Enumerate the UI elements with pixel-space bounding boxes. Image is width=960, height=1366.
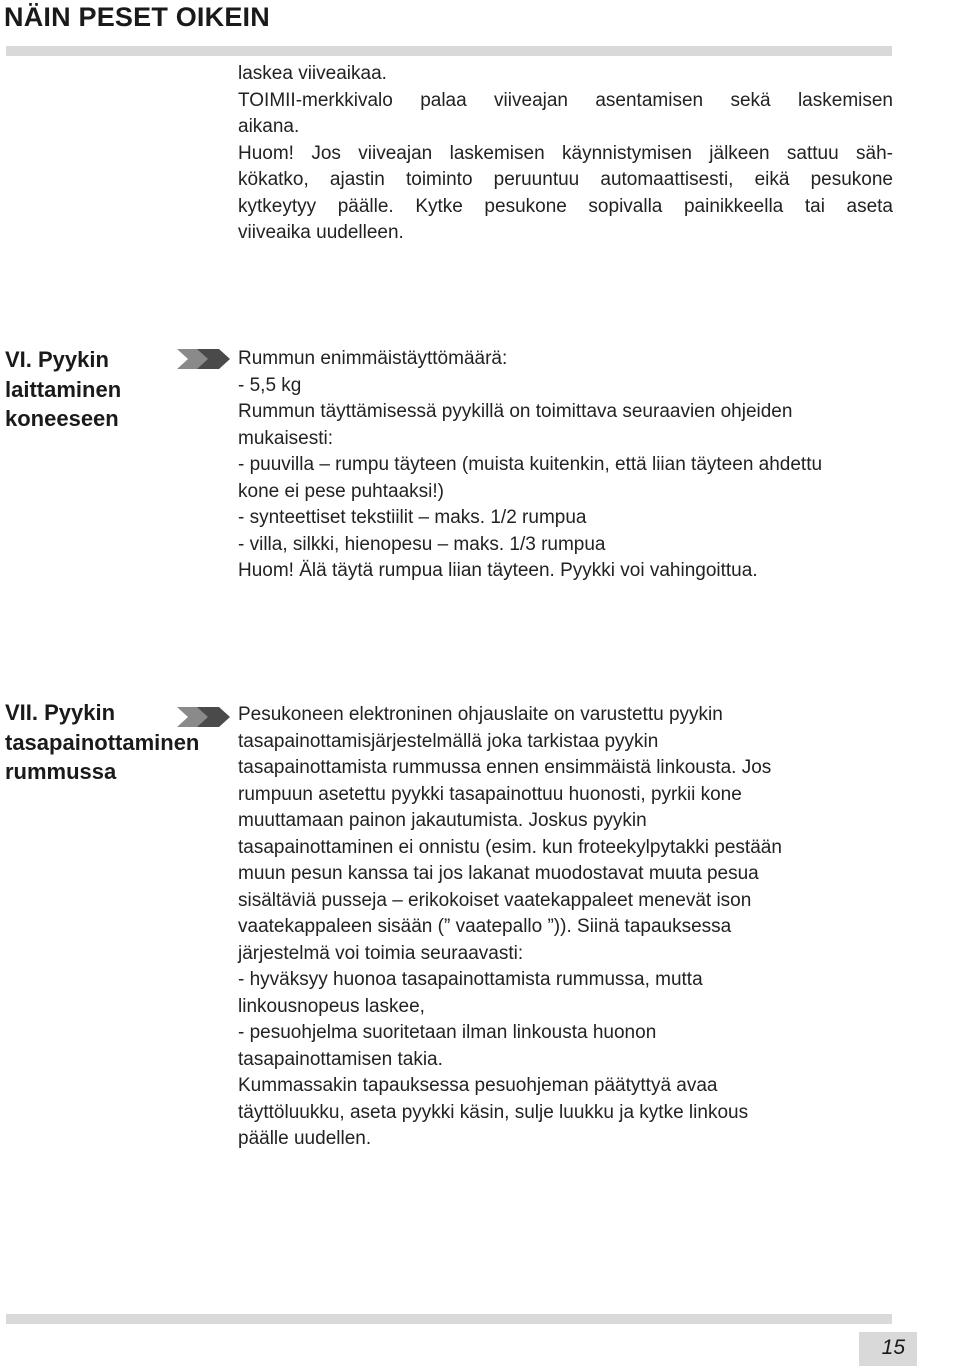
- body-line: - synteettiset tekstiilit – maks. 1/2 rumpua: [238, 507, 587, 528]
- body-line: - villa, silkki, hienopesu – maks. 1/3 rumpua: [238, 533, 606, 555]
- body-line: tasapainottaminen ei onnistu (esim. kun froteekylpytakki pestään: [238, 836, 782, 858]
- body-line: tasapainottamista rummussa ennen ensimmäistä linkousta. Jos: [238, 757, 772, 778]
- body-line: Rummun täyttämisessä pyykillä on toimittava seuraavien ohjeiden: [238, 401, 793, 422]
- section-heading-line: laittaminen: [5, 376, 122, 402]
- section-heading-line: VII. Pyykin: [5, 700, 116, 725]
- double-chevron-right-icon: [177, 703, 233, 731]
- body-line: linkousnopeus laskee,: [238, 995, 425, 1017]
- intro-line: TOIMII-merkkivalo palaa viiveajan asentamisen sekä laskemisen: [238, 89, 893, 111]
- page-number: 15: [881, 1336, 905, 1359]
- body-line: - pesuohjelma suoritetaan ilman linkousta huonon: [238, 1022, 657, 1043]
- body-line: - puuvilla – rumpu täyteen (muista kuitenkin, että liian täyteen ahdettu: [238, 454, 823, 475]
- header-divider: [6, 46, 892, 56]
- intro-line: laskea viiveaikaa.: [238, 63, 387, 84]
- intro-line: kökatko, ajastin toiminto peruuntuu automaattisesti, eikä pesukone: [238, 169, 893, 190]
- body-line: rumpuun asetettu pyykki tasapainottuu huonosti, pyrkii kone: [238, 783, 742, 805]
- body-line: sisältäviä pusseja – erikokoiset vaatekappaleet menevät ison: [238, 889, 752, 911]
- body-line: tasapainottamisen takia.: [238, 1048, 443, 1070]
- intro-line: kytkeytyy päälle. Kytke pesukone sopivalla painikkeella tai aseta: [238, 195, 893, 217]
- section-heading-line: koneeseen: [5, 406, 119, 431]
- section-body-pyykin-tasapainottaminen: [238, 702, 782, 1153]
- intro-line: Huom! Jos viiveajan laskemisen käynnistymisen jälkeen sattuu säh-: [238, 142, 893, 164]
- body-line: kone ei pese puhtaaksi!): [238, 480, 444, 502]
- body-line: - hyväksyy huonoa tasapainottamista rummussa, mutta: [238, 969, 703, 990]
- body-line: päälle uudellen.: [238, 1128, 372, 1149]
- body-line: tasapainottamisjärjestelmällä joka tarkistaa pyykin: [238, 730, 659, 752]
- body-line: järjestelmä voi toimia seuraavasti:: [238, 942, 524, 964]
- page-number-box: [859, 1332, 917, 1366]
- body-line: muuttamaan painon jakautumista. Joskus pyykin: [238, 810, 647, 831]
- body-line: Rummun enimmäistäyttömäärä:: [238, 348, 508, 369]
- body-line: täyttöluukku, aseta pyykki käsin, sulje luukku ja kytke linkous: [238, 1101, 749, 1123]
- page-title: NÄIN PESET OIKEIN: [4, 2, 270, 32]
- intro-line: viiveaika uudelleen.: [238, 222, 404, 243]
- section-heading-line: tasapainottaminen: [5, 729, 200, 755]
- body-line: vaatekappaleen sisään (” vaatepallo ”)). Siinä tapauksessa: [238, 916, 732, 937]
- body-line: muun pesun kanssa tai jos lakanat muodostavat muuta pesua: [238, 863, 759, 884]
- body-line: Pesukoneen elektroninen ohjauslaite on varustettu pyykin: [238, 704, 723, 725]
- section-heading-line: rummussa: [5, 759, 117, 784]
- section-heading-pyykin-tasapainottaminen: [5, 698, 199, 787]
- body-line: mukaisesti:: [238, 427, 334, 449]
- section-heading-pyykin-laittaminen: [5, 345, 121, 434]
- body-line: - 5,5 kg: [238, 374, 302, 396]
- footer-divider: [6, 1314, 892, 1324]
- double-chevron-right-icon: [177, 345, 233, 373]
- body-line: Kummassakin tapauksessa pesuohjeman päätyttyä avaa: [238, 1075, 718, 1096]
- intro-line: aikana.: [238, 116, 300, 137]
- intro-paragraph: [238, 61, 893, 247]
- body-line: Huom! Älä täytä rumpua liian täyteen. Pyykki voi vahingoittua.: [238, 560, 758, 581]
- section-heading-line: VI. Pyykin: [5, 347, 109, 372]
- section-body-pyykin-laittaminen: [238, 346, 822, 585]
